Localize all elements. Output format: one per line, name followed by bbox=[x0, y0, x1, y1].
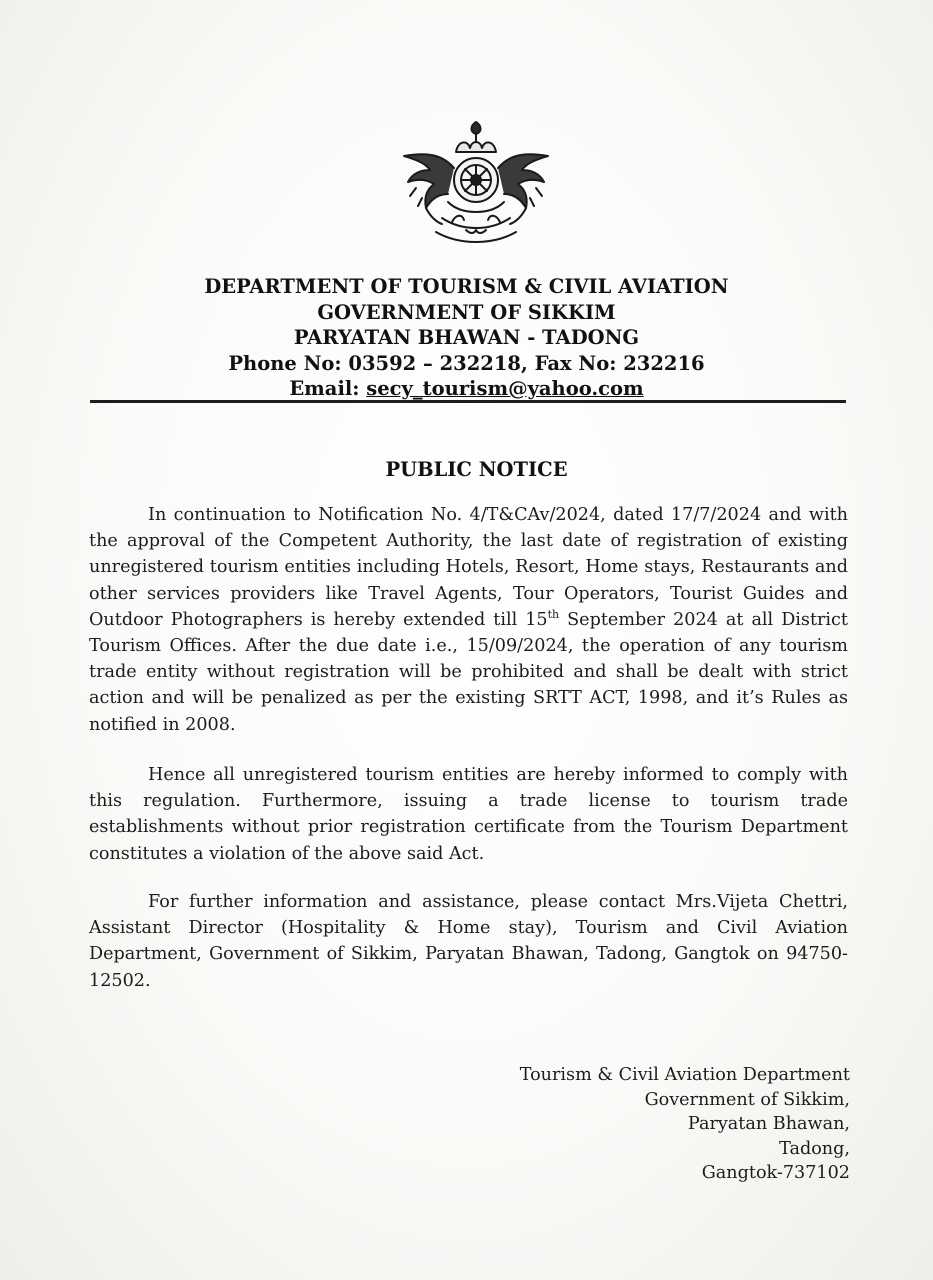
email-line bbox=[0, 376, 933, 402]
paragraph-1-text-a: In continuation to Notification No. 4/T&CAv/2024, dated 17/7/2024 and with the approval of the Competent Authority, the last date of registration of existing unregistered tourism entities including Hotels, Resort, Home stays, Restaurants and other services providers like Travel Agents, Tour Operators, Tourist Guides and Outdoor Photographers is hereby extended till 15 bbox=[89, 505, 848, 630]
signature-block bbox=[520, 1063, 850, 1186]
notice-paragraph-2: Hence all unregistered tourism entities are hereby informed to comply with this regulation. Furthermore, issuing a trade license to tourism trade establishments without prior registration certificate from the Tourism Department constitutes a violation of the above said Act. bbox=[89, 765, 848, 864]
email-label: Email: bbox=[289, 377, 367, 400]
phone-fax: Phone No: 03592 – 232218, Fax No: 232216 bbox=[228, 351, 705, 375]
office-address: PARYATAN BHAWAN - TADONG bbox=[293, 326, 640, 349]
department-name: DEPARTMENT OF TOURISM & CIVIL AVIATION bbox=[204, 275, 729, 298]
ordinal-suffix: th bbox=[547, 607, 560, 621]
signature-line-city: Gangtok-737102 bbox=[701, 1163, 850, 1183]
header-divider bbox=[90, 400, 846, 403]
government-name: GOVERNMENT OF SIKKIM bbox=[317, 300, 616, 324]
sikkim-state-emblem-icon bbox=[396, 118, 556, 248]
email-link[interactable]: secy_tourism@yahoo.com bbox=[366, 377, 644, 400]
notice-title: PUBLIC NOTICE bbox=[385, 458, 568, 481]
signature-line-building: Paryatan Bhawan, bbox=[687, 1114, 850, 1134]
notice-paragraph-1 bbox=[89, 502, 848, 738]
signature-line-department: Tourism & Civil Aviation Department bbox=[519, 1065, 850, 1085]
signature-line-locality: Tadong, bbox=[779, 1138, 850, 1159]
notice-paragraph-3: For further information and assistance, please contact Mrs.Vijeta Chettri, Assistant Director (Hospitality & Home stay), Tourism and Civil Aviation Department, Government of Sikkim, Paryatan Bhawan, Tadong, Gangtok on 94750-12502. bbox=[89, 892, 848, 991]
signature-line-government: Government of Sikkim, bbox=[644, 1089, 850, 1110]
paragraph-1-text-b: September 2024 at all District Tourism Offices. After the due date i.e., 15/09/2024, the operation of any tourism trade entity without registration will be prohibited and shall be dealt with strict action and will be penalized as per the existing SRTT ACT, 1998, and it’s Rules as notified in 2008. bbox=[89, 609, 848, 735]
letterhead bbox=[0, 274, 933, 402]
